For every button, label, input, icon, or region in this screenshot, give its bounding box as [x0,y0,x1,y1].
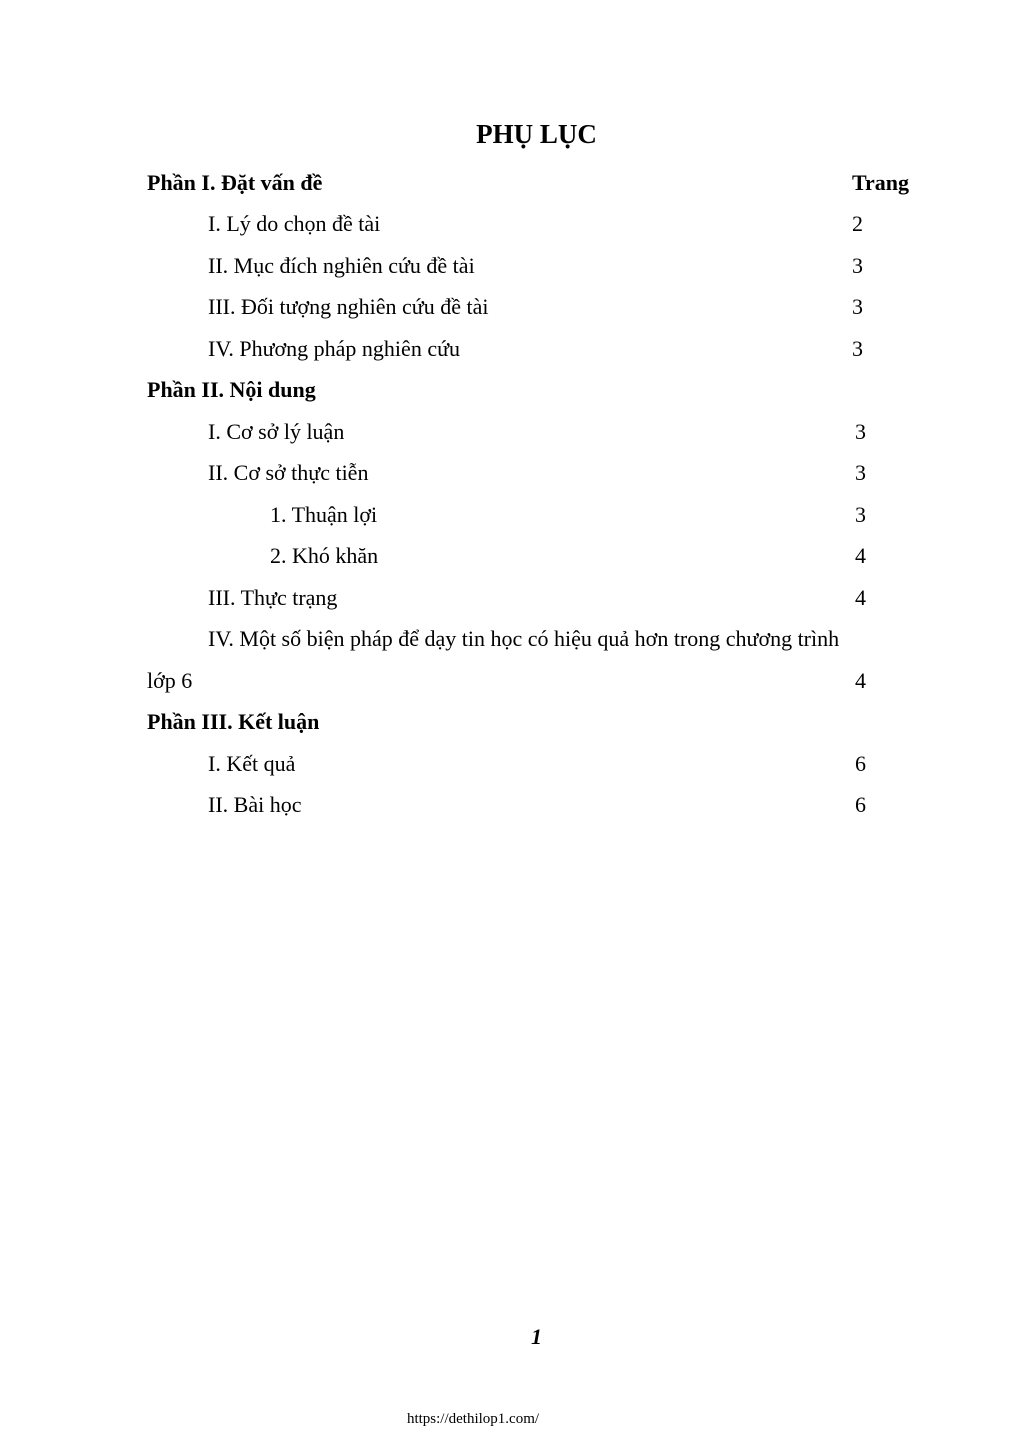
toc-entry-page: 3 [852,336,863,361]
toc-section-3 [0,707,1023,737]
toc-entry [0,583,1023,613]
toc-entry-label: III. Đối tượng nghiên cứu đề tài [208,294,489,319]
toc-entry-page: 4 [855,668,866,693]
toc-entry-label: III. Thực trạng [208,585,338,610]
toc-entry-continuation [0,666,1023,696]
toc-subentry [0,541,1023,571]
toc-entry [0,292,1023,322]
toc-entry [0,458,1023,488]
toc-entry-label: II. Mục đích nghiên cứu đề tài [208,253,475,278]
page-number: 1 [531,1324,542,1349]
toc-entry-label: I. Lý do chọn đề tài [208,211,381,236]
toc-subentry [0,500,1023,530]
toc-subentry-page: 3 [855,502,866,527]
toc-entry [0,334,1023,364]
page-column-header: Trang [852,170,910,195]
toc-section-label: Phần II. Nội dung [147,377,316,402]
toc-entry-label: II. Cơ sở thực tiễn [208,460,369,485]
toc-entry [0,749,1023,779]
toc-subentry-label: 2. Khó khăn [270,543,379,568]
toc-entry [0,209,1023,239]
toc-entry-page: 2 [852,211,863,236]
toc-entry-label: IV. Phương pháp nghiên cứu [208,336,461,361]
footer-url[interactable]: https://dethilop1.com/ [406,1411,540,1427]
page-title: PHỤ LỤC [476,119,597,149]
toc-entry [0,417,1023,447]
toc-entry-page: 3 [855,460,866,485]
toc-entry-page: 6 [855,792,866,817]
toc-entry [0,624,1023,654]
toc-entry-label: II. Bài học [208,792,302,817]
toc-section-2 [0,375,1023,405]
toc-entry [0,790,1023,820]
toc-entry-page: 6 [855,751,866,776]
toc-entry-page: 4 [855,585,866,610]
toc-section-label: Phần I. Đặt vấn đề [147,170,323,195]
toc-subentry-page: 4 [855,543,866,568]
toc-entry-label: I. Kết quả [208,751,296,776]
toc-section-label: Phần III. Kết luận [147,709,320,734]
toc-entry-page: 3 [852,294,863,319]
toc-section-1 [0,168,1023,198]
toc-entry-page: 3 [855,419,866,444]
toc-subentry-label: 1. Thuận lợi [270,502,378,527]
toc-entry-page: 3 [852,253,863,278]
toc-entry [0,251,1023,281]
toc-entry-label: IV. Một số biện pháp để dạy tin học có hiệu quả hơn trong chương trình [208,626,840,651]
toc-entry-label: lớp 6 [147,668,193,693]
toc-entry-label: I. Cơ sở lý luận [208,419,345,444]
